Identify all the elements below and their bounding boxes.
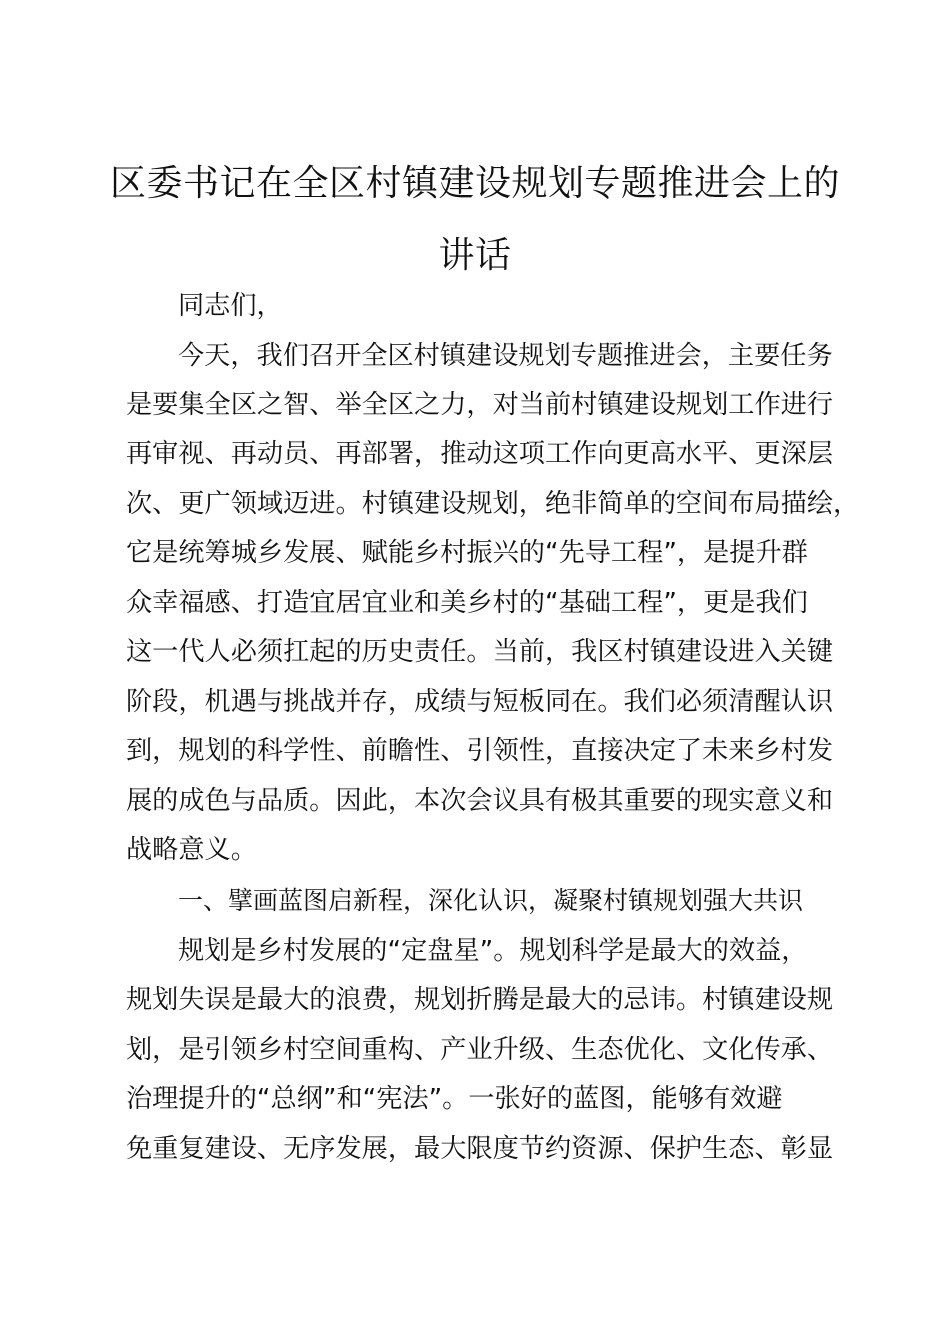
paragraph-2-line: 治理提升的“总纲”和“宪法”。一张好的蓝图，能够有效避: [126, 1084, 783, 1114]
paragraph-1-line: 今天，我们召开全区村镇建设规划专题推进会，主要任务: [178, 341, 833, 371]
paragraph-1-line: 战略意义。: [126, 835, 257, 865]
paragraph-1-line: 到，规划的科学性、前瞻性、引领性，直接决定了未来乡村发: [126, 736, 834, 766]
paragraph-1-line: 再审视、再动员、再部署，推动这项工作向更高水平、更深层: [126, 439, 834, 469]
salutation: 同志们，: [178, 291, 283, 321]
section-1-heading: 一、擘画蓝图启新程，深化认识，凝聚村镇规划强大共识: [178, 886, 804, 915]
paragraph-2-line: 免重复建设、无序发展，最大限度节约资源、保护生态、彰显: [126, 1134, 834, 1164]
paragraph-2-line: 规划失误是最大的浪费，规划折腾是最大的忌讳。村镇建设规: [126, 985, 834, 1015]
paragraph-1-line: 这一代人必须扛起的历史责任。当前，我区村镇建设进入关键: [126, 637, 834, 667]
paragraph-1-line: 是要集全区之智、举全区之力，对当前村镇建设规划工作进行: [126, 390, 834, 420]
paragraph-1-line: 众幸福感、打造宜居宜业和美乡村的“基础工程”，更是我们: [126, 588, 808, 618]
paragraph-1-line: 次、更广领域迈进。村镇建设规划，绝非简单的空间布局描绘，: [126, 489, 860, 519]
paragraph-2-line: 规划是乡村发展的“定盘星”。规划科学是最大的效益，: [178, 936, 808, 966]
document-title-line-2: 讲话: [438, 235, 512, 276]
paragraph-1-line: 阶段，机遇与挑战并存，成绩与短板同在。我们必须清醒认识: [126, 687, 834, 717]
paragraph-2-line: 划，是引领乡村空间重构、产业升级、生态优化、文化传承、: [126, 1035, 834, 1065]
paragraph-1-line: 展的成色与品质。因此，本次会议具有极其重要的现实意义和: [126, 786, 834, 816]
paragraph-1-line: 它是统筹城乡发展、赋能乡村振兴的“先导工程”，是提升群: [126, 538, 808, 568]
document-title-line-1: 区委书记在全区村镇建设规划专题推进会上的: [110, 163, 841, 204]
